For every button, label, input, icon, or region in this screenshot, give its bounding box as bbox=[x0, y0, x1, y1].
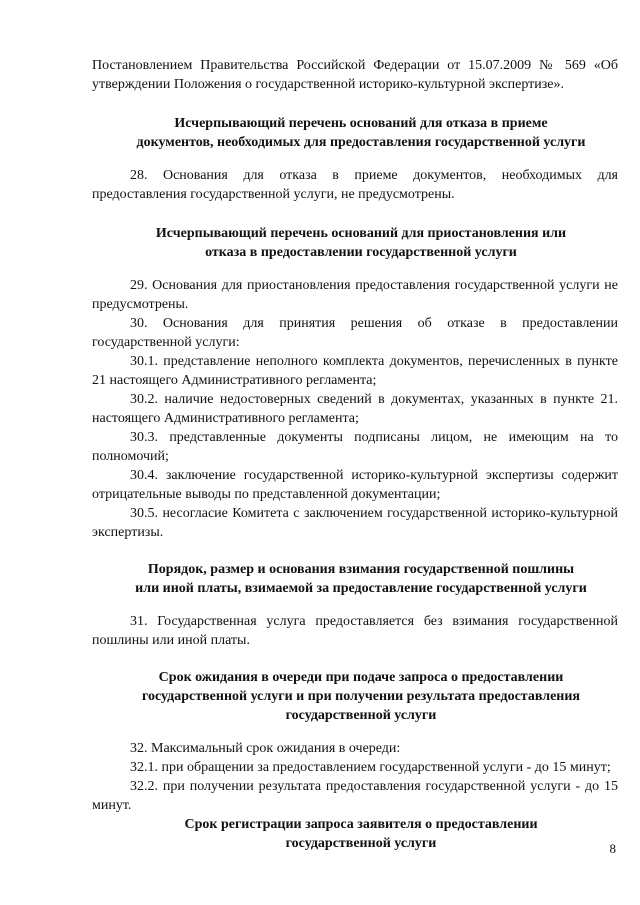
paragraph-28: 28. Основания для отказа в приеме документов, необходимых для предоставления государственной услуги, не предусмотрены. bbox=[92, 168, 618, 202]
heading-line: или иной платы, взимаемой за предоставление государственной услуги bbox=[135, 581, 587, 596]
section-heading-suspension-refusal bbox=[92, 224, 618, 262]
section-heading-refusal-documents bbox=[92, 114, 618, 152]
page-number: 8 bbox=[609, 841, 616, 856]
intro-paragraph: Постановлением Правительства Российской Федерации от 15.07.2009 № 569 «Об утверждении Положения о государственной историко-культурной экспертизе». bbox=[92, 58, 618, 92]
paragraph-32: 32. Максимальный срок ожидания в очереди: bbox=[130, 741, 401, 756]
heading-line: государственной услуги bbox=[285, 836, 437, 851]
paragraph-29: 29. Основания для приостановления предоставления государственной услуги не предусмотрены. bbox=[92, 278, 618, 312]
heading-line: Порядок, размер и основания взимания государственной пошлины bbox=[147, 562, 575, 577]
section-heading-fees bbox=[92, 560, 618, 598]
heading-line: Исчерпывающий перечень оснований для отказа в приеме bbox=[174, 116, 548, 131]
section-heading-registration-time bbox=[92, 815, 618, 853]
paragraph-30-3: 30.3. представленные документы подписаны лицом, не имеющим на то полномочий; bbox=[92, 430, 618, 464]
heading-line: Срок регистрации запроса заявителя о предоставлении bbox=[184, 817, 538, 832]
heading-line: отказа в предоставлении государственной услуги bbox=[205, 245, 517, 260]
paragraph-30: 30. Основания для принятия решения об отказе в предоставлении государственной услуги: bbox=[92, 316, 618, 350]
section-heading-queue-time bbox=[92, 668, 618, 725]
heading-line: государственной услуги и при получении результата предоставления bbox=[142, 689, 580, 704]
paragraph-32-2: 32.2. при получении результата предоставления государственной услуги - до 15 минут. bbox=[92, 779, 618, 813]
paragraph-30-1: 30.1. представление неполного комплекта документов, перечисленных в пункте 21 настоящего Административного регламента; bbox=[92, 354, 618, 388]
paragraph-30-4: 30.4. заключение государственной историко-культурной экспертизы содержит отрицательные выводы по представленной документации; bbox=[92, 468, 618, 502]
paragraph-30-5: 30.5. несогласие Комитета с заключением государственной историко-культурной экспертизы. bbox=[92, 506, 618, 540]
heading-line: государственной услуги bbox=[285, 708, 437, 723]
paragraph-31: 31. Государственная услуга предоставляется без взимания государственной пошлины или иной платы. bbox=[92, 614, 618, 648]
document-page bbox=[92, 56, 618, 853]
heading-line: Исчерпывающий перечень оснований для приостановления или bbox=[155, 226, 567, 241]
paragraph-32-1: 32.1. при обращении за предоставлением государственной услуги - до 15 минут; bbox=[130, 760, 611, 775]
heading-line: документов, необходимых для предоставления государственной услуги bbox=[136, 135, 586, 150]
paragraph-30-2: 30.2. наличие недостоверных сведений в документах, указанных в пункте 21. настоящего Административного регламента; bbox=[92, 392, 618, 426]
heading-line: Срок ожидания в очереди при подаче запроса о предоставлении bbox=[158, 670, 564, 685]
